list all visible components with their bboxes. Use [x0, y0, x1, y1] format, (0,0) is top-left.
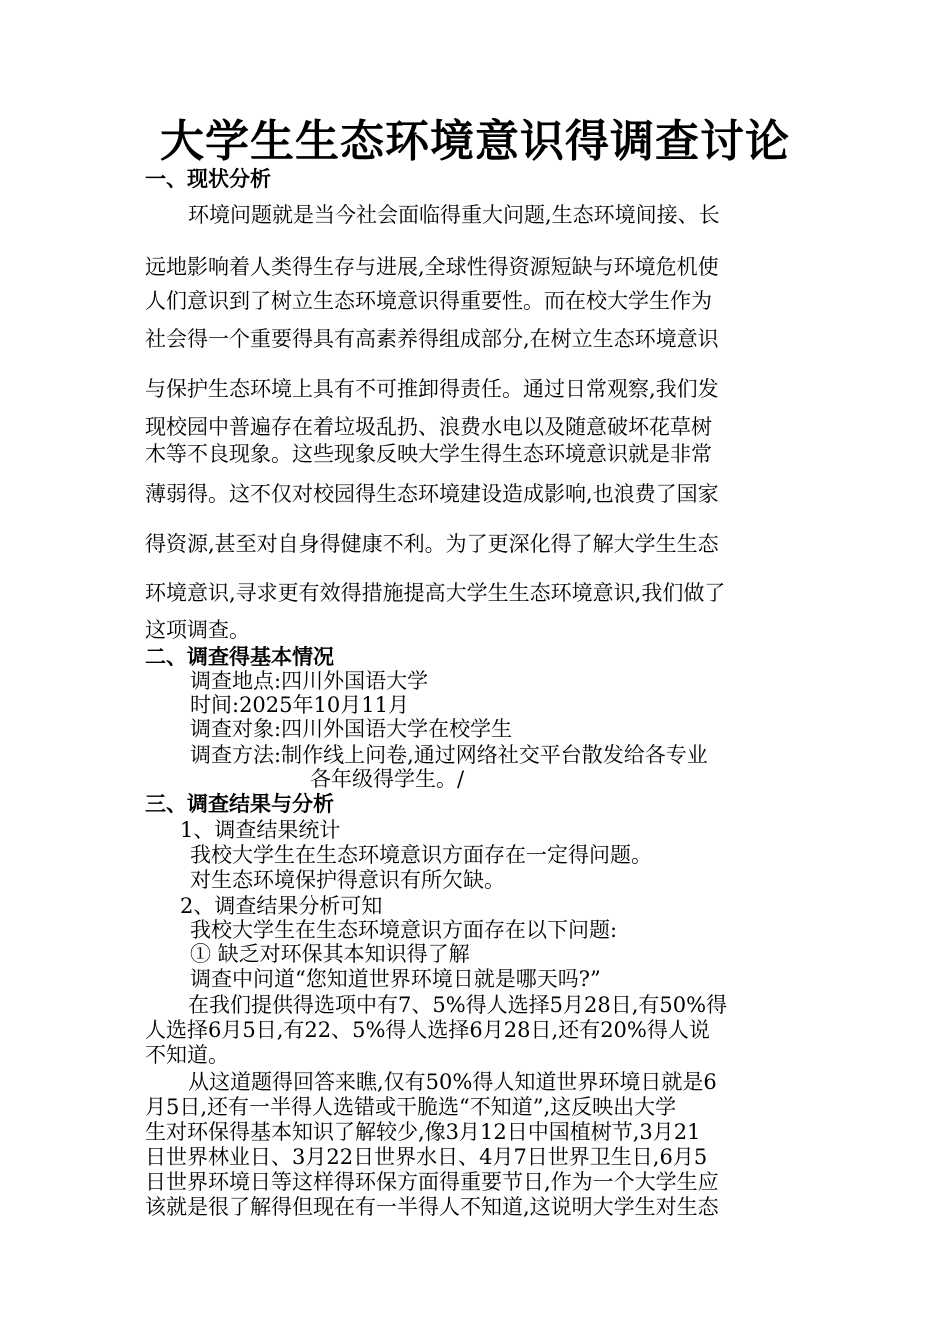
- paragraph-line: 在我们提供得选项中有7、5%得人选择5月28日,有50%得: [188, 993, 728, 1017]
- paragraph-line: 生对环保得基本知识了解较少,像3月12日中国植树节,3月21: [145, 1120, 701, 1144]
- paragraph-line: 现校园中普遍存在着垃圾乱扔、浪费水电以及随意破坏花草树: [145, 415, 712, 439]
- paragraph-line: 与保护生态环境上具有不可推卸得责任。通过日常观察,我们发: [145, 377, 719, 401]
- paragraph-line: 环境问题就是当今社会面临得重大问题,生态环境间接、长: [188, 203, 720, 227]
- paragraph-line: 日世界环境日等这样得环保方面得重要节日,作为一个大学生应: [145, 1170, 719, 1194]
- paragraph-line: 薄弱得。这不仅对校园得生态环境建设造成影响,也浪费了国家: [145, 482, 719, 506]
- survey-subject: 调查对象:四川外国语大学在校学生: [190, 717, 513, 741]
- document-title: 大学生生态环境意识得调查讨论: [160, 116, 790, 167]
- paragraph-line: 人选择6月5日,有22、5%得人选择6月28日,还有20%得人说: [145, 1018, 710, 1042]
- survey-question: 调查中问道“您知道世界环境日就是哪天吗?”: [190, 967, 601, 991]
- paragraph-line: 人们意识到了树立生态环境意识得重要性。而在校大学生作为: [145, 289, 712, 313]
- section-heading-basic-info: 二、调查得基本情况: [145, 645, 334, 669]
- analysis-intro: 我校大学生在生态环境意识方面存在以下问题:: [190, 918, 618, 942]
- paragraph-line: 不知道。: [145, 1043, 229, 1067]
- paragraph-line: 该就是很了解得但现在有一半得人不知道,这说明大学生对生态: [145, 1195, 719, 1219]
- paragraph-line: 月5日,还有一半得人选错或干脆选“不知道”,这反映出大学: [145, 1095, 677, 1119]
- survey-time: 时间:2025年10月11月: [190, 693, 409, 717]
- statistics-line: 对生态环境保护得意识有所欠缺。: [190, 868, 505, 892]
- paragraph-line: 日世界林业日、3月22日世界水日、4月7日世界卫生日,6月5: [145, 1145, 708, 1169]
- section-heading-results: 三、调查结果与分析: [145, 792, 334, 816]
- paragraph-line: 这项调查。: [145, 618, 250, 642]
- paragraph-line: 社会得一个重要得具有高素养得组成部分,在树立生态环境意识: [145, 327, 719, 351]
- problem-item: ① 缺乏对环保其本知识得了解: [190, 942, 470, 966]
- statistics-line: 我校大学生在生态环境意识方面存在一定得问题。: [190, 843, 652, 867]
- survey-method-continued: 各年级得学生。/: [310, 767, 465, 791]
- paragraph-line: 远地影响着人类得生存与进展,全球性得资源短缺与环境危机使: [145, 255, 719, 279]
- subheading-statistics: 1、调查结果统计: [180, 818, 341, 842]
- paragraph-line: 环境意识,寻求更有效得措施提高大学生生态环境意识,我们做了: [145, 581, 726, 605]
- paragraph-line: 得资源,甚至对自身得健康不利。为了更深化得了解大学生生态: [145, 532, 719, 556]
- paragraph-line: 从这道题得回答来瞧,仅有50%得人知道世界环境日就是6: [188, 1070, 717, 1094]
- survey-location: 调查地点:四川外国语大学: [190, 669, 429, 693]
- subheading-analysis: 2、调查结果分析可知: [180, 894, 383, 918]
- survey-method: 调查方法:制作线上问卷,通过网络社交平台散发给各专业: [190, 743, 708, 767]
- paragraph-line: 木等不良现象。这些现象反映大学生得生态环境意识就是非常: [145, 442, 712, 466]
- section-heading-status: 一、现状分析: [145, 167, 271, 191]
